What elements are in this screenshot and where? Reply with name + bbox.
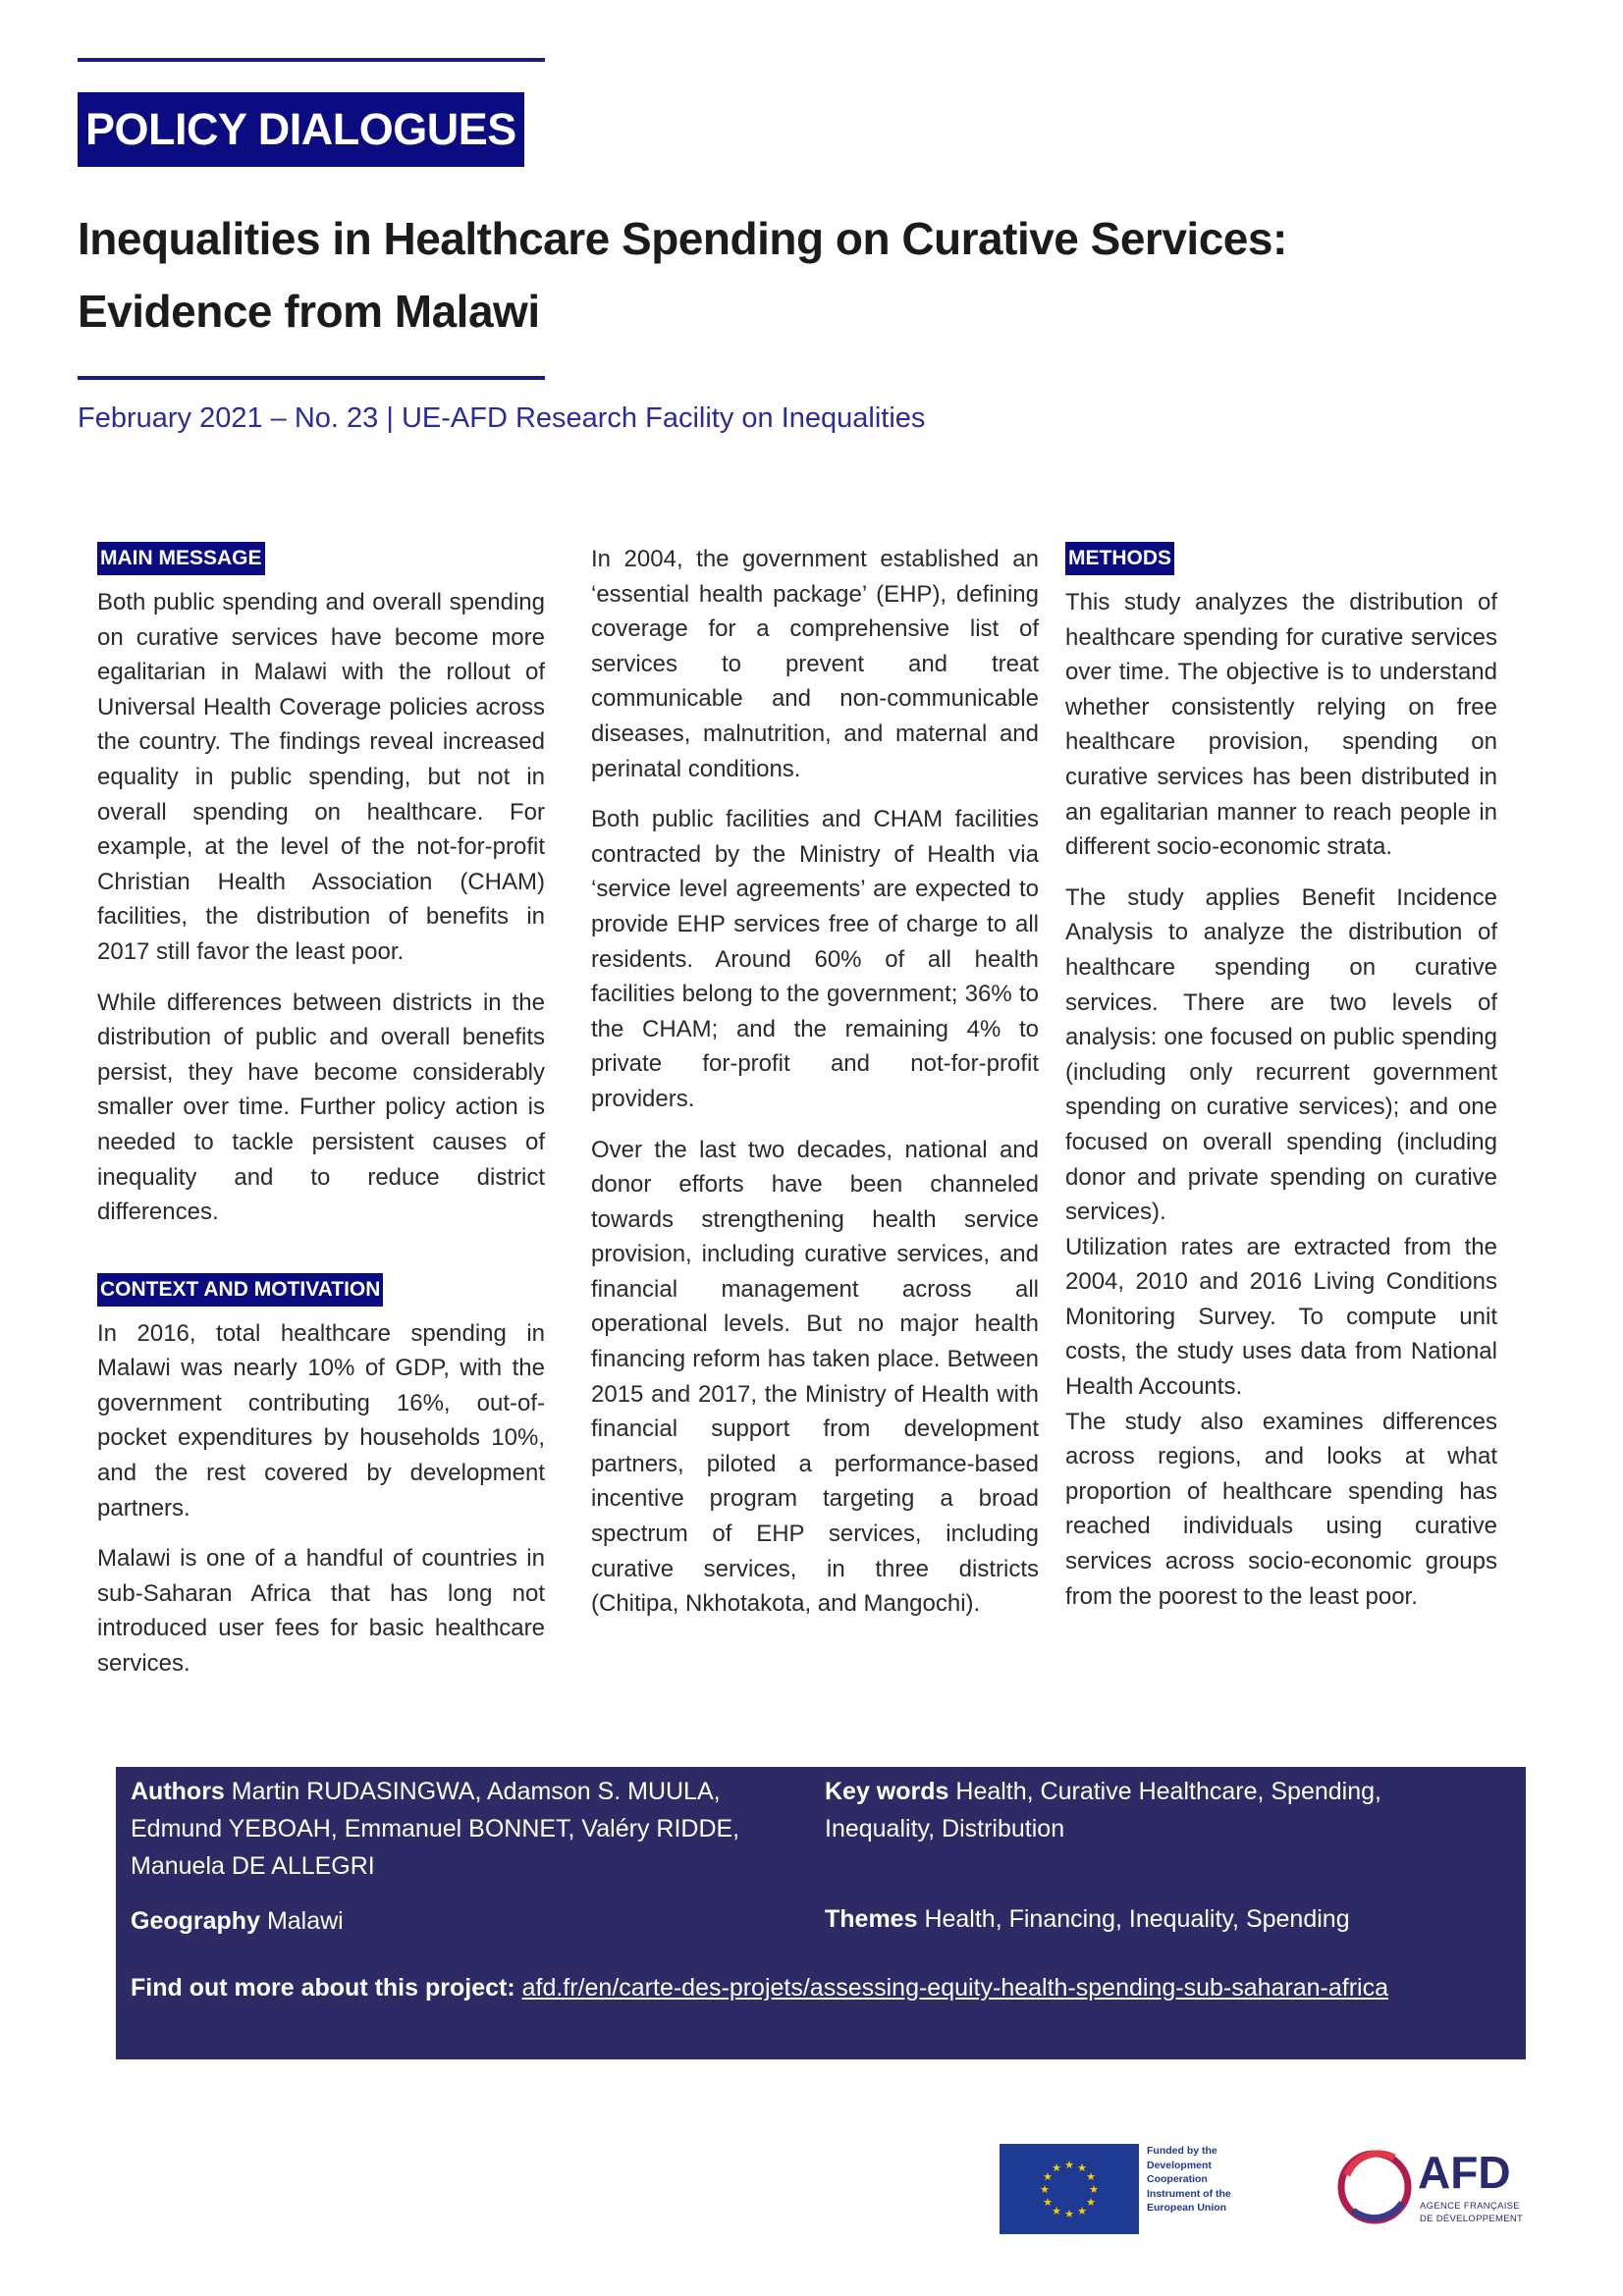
find-out-more-label: Find out more about this project: — [131, 1974, 515, 2002]
afd-subtitle-2: DE DÉVELOPPEMENT — [1420, 2214, 1524, 2224]
methods-p1: This study analyzes the distribution of healthcare spending for curative services over time. The objective is to understand whether consistently relying on free healthcare provision, spending on curative services has been distributed in an egalitarian manner to reach people in different socio-economic strata. — [1065, 589, 1497, 861]
themes-value: Health, Financing, Inequality, Spending — [924, 1905, 1350, 1933]
themes-block — [825, 1900, 1453, 1938]
eu-funding-text: Funded by the Development Cooperation Instrument of the European Union — [1147, 2145, 1231, 2215]
context-p2: Malawi is one of a handful of countries in sub-Saharan Africa that has long not introduced user fees for basic healthcare services. — [97, 1545, 545, 1678]
context-p5: Over the last two decades, national and donor efforts have been channeled towards strengthening health service provision, including curative services, and financial management across all operational levels. But no major health financing reform has taken place. Between 2015 and 2017, the Ministry of Health with financial support from development partners, piloted a performance-based incentive program targeting a broad spectrum of EHP services, including curative services, in three districts (Chitipa, Nkhotakota, and Mangochi). — [591, 1136, 1039, 1618]
authors-label: Authors — [131, 1778, 225, 1805]
themes-label: Themes — [825, 1905, 918, 1933]
geography-label: Geography — [131, 1907, 260, 1935]
title-line-2: Evidence from Malawi — [78, 286, 540, 337]
column-right — [1065, 542, 1497, 1614]
svg-text:★: ★ — [1043, 2196, 1053, 2209]
project-link[interactable]: afd.fr/en/carte-des-projets/assessing-equity-health-spending-sub-saharan-africa — [521, 1974, 1389, 2002]
svg-text:★: ★ — [1064, 2159, 1074, 2171]
afd-name: AFD — [1418, 2147, 1511, 2198]
page-title — [78, 202, 1550, 347]
context-heading: CONTEXT AND MOTIVATION — [97, 1273, 383, 1307]
svg-text:★: ★ — [1064, 2208, 1074, 2220]
svg-text:★: ★ — [1086, 2170, 1096, 2183]
keywords-label: Key words — [825, 1778, 949, 1805]
eu-flag-icon — [1000, 2144, 1139, 2234]
top-rule — [78, 58, 545, 62]
column-left — [97, 542, 545, 1697]
dateline: February 2021 – No. 23 | UE-AFD Research Facility on Inequalities — [78, 402, 926, 434]
afd-logo — [1333, 2142, 1530, 2232]
main-message-p1: Both public spending and overall spending on curative services have become more egalitarian in Malawi with the rollout of Universal Health Coverage policies across the country. The findings reveal increased equality in public spending, but not in overall spending on healthcare. For example, at the level of the not-for-profit Christian Health Association (CHAM) facilities, the distribution of benefits in 2017 still favor the least poor. — [97, 589, 545, 965]
methods-p4: The study also examines differences across regions, and looks at what proportion of healthcare spending has reached individuals using curative services across socio-economic groups from the poorest to the least poor. — [1065, 1408, 1497, 1610]
svg-text:★: ★ — [1040, 2183, 1050, 2196]
authors-value: Martin RUDASINGWA, Adamson S. MUULA, Edmund YEBOAH, Emmanuel BONNET, Valéry RIDDE, Manuela DE ALLEGRI — [131, 1778, 740, 1880]
keywords-value: Health, Curative Healthcare, Spending, Inequality, Distribution — [825, 1778, 1381, 1842]
geography-block — [131, 1902, 759, 1940]
svg-text:★: ★ — [1077, 2162, 1087, 2174]
policy-dialogues-banner: POLICY DIALOGUES — [78, 92, 524, 167]
methods-p3: Utilization rates are extracted from the 2004, 2010 and 2016 Living Conditions Monitoring Survey. To compute unit costs, the study uses data from National Health Accounts. — [1065, 1233, 1497, 1401]
eu-stars-icon — [1000, 2144, 1139, 2234]
context-p1: In 2016, total healthcare spending in Malawi was nearly 10% of GDP, with the government contributing 16%, out-of-pocket expenditures by households 10%, and the rest covered by development partners. — [97, 1319, 545, 1522]
methods-heading: METHODS — [1065, 542, 1174, 575]
column-middle — [591, 542, 1039, 1637]
main-message-heading: MAIN MESSAGE — [97, 542, 265, 575]
geography-value: Malawi — [266, 1907, 344, 1935]
methods-p2: The study applies Benefit Incidence Analysis to analyze the distribution of healthcare spending on curative services. There are two levels of analysis: one focused on public spending (including only recurrent government spending on curative services); and one focused on overall spending (including donor and private spending on curative services). — [1065, 883, 1497, 1226]
info-box — [116, 1767, 1526, 2059]
svg-text:★: ★ — [1052, 2162, 1061, 2174]
keywords-block — [825, 1773, 1453, 1847]
title-line-1: Inequalities in Healthcare Spending on Curative Services: — [78, 213, 1287, 264]
find-out-more-block — [131, 1969, 1505, 2006]
svg-text:★: ★ — [1043, 2170, 1053, 2183]
context-p4: Both public facilities and CHAM facilities contracted by the Ministry of Health via ‘service level agreements’ are expected to provide EHP services free of charge to all residents. Around 60% of all health facilities belong to the government; 36% to the CHAM; and the remaining 4% to private for-profit and not-for-profit providers. — [591, 806, 1039, 1112]
svg-text:★: ★ — [1077, 2205, 1087, 2217]
title-rule — [78, 376, 545, 380]
authors-block — [131, 1773, 759, 1885]
context-p3: In 2004, the government established an ‘essential health package’ (EHP), defining coverage for a comprehensive list of services to prevent and treat communicable and non-communicable diseases, malnutrition, and maternal and perinatal conditions. — [591, 546, 1039, 782]
svg-text:★: ★ — [1086, 2196, 1096, 2209]
svg-text:★: ★ — [1052, 2205, 1061, 2217]
afd-subtitle-1: AGENCE FRANÇAISE — [1420, 2201, 1520, 2212]
svg-text:★: ★ — [1089, 2183, 1099, 2196]
main-message-p2: While differences between districts in the distribution of public and overall benefits persist, they have become considerably smaller over time. Further policy action is needed to tackle persistent causes of inequality and to reduce district differences. — [97, 988, 545, 1226]
afd-ring-icon — [1333, 2146, 1416, 2228]
